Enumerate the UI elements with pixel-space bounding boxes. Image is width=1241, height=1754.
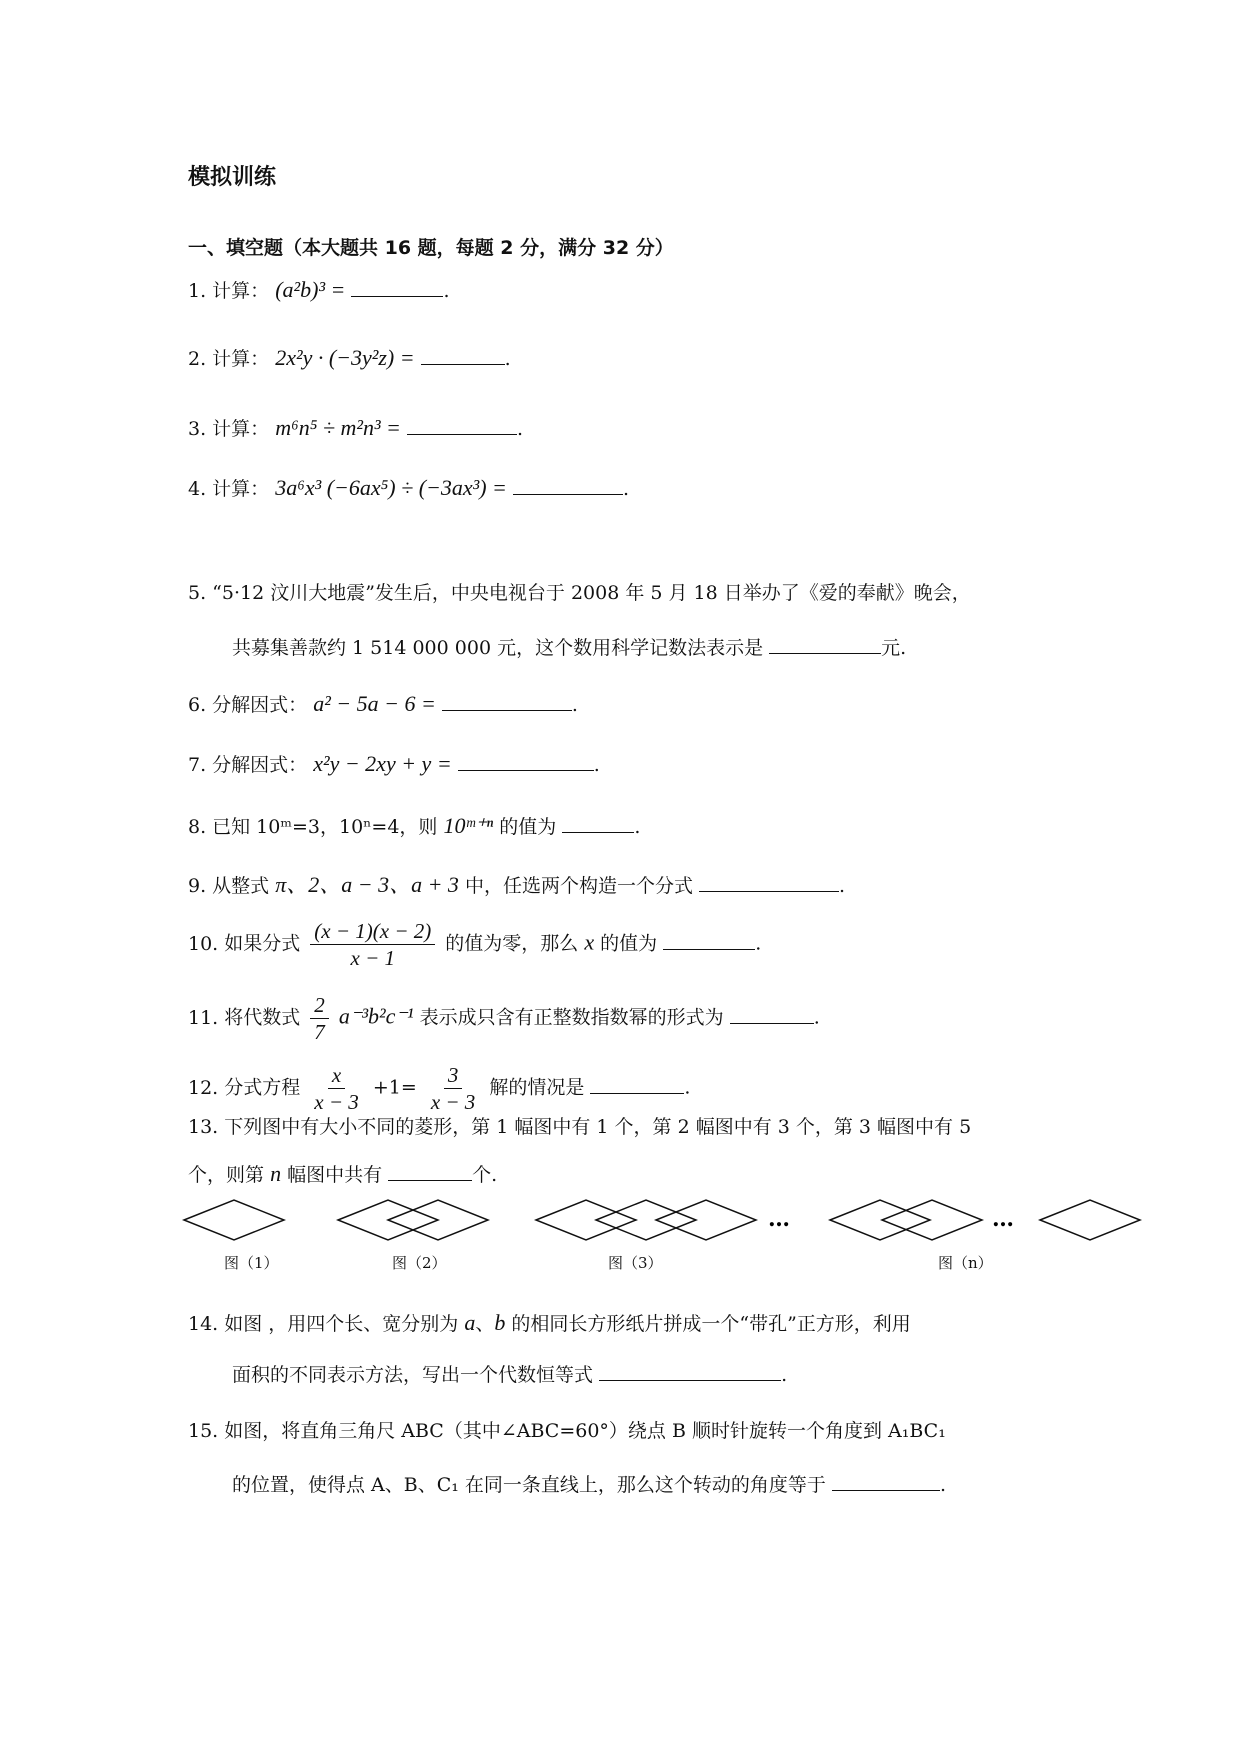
question-text: 计算： — [212, 348, 270, 370]
question-number: 7. — [188, 754, 207, 776]
answer-blank[interactable] — [730, 1003, 814, 1024]
question-15-line-1 — [188, 1418, 946, 1444]
answer-blank[interactable] — [421, 344, 505, 365]
question-text-2: 中，任选两个构造一个分式 — [464, 875, 693, 897]
fraction-numerator: 2 — [310, 992, 329, 1019]
fraction-denominator: 7 — [314, 1020, 325, 1044]
answer-blank[interactable] — [442, 690, 572, 711]
question-13-line-1 — [188, 1114, 971, 1140]
answer-blank[interactable] — [832, 1470, 940, 1491]
question-tail: . — [571, 694, 578, 716]
figure-label: 图（2） — [392, 1254, 447, 1272]
figure-ellipsis: … — [768, 1206, 790, 1232]
question-tail: . — [593, 754, 600, 776]
answer-blank[interactable] — [699, 871, 839, 892]
question-number: 5. — [188, 582, 207, 604]
fraction — [310, 1062, 363, 1115]
question-text: 计算： — [212, 280, 270, 302]
rhombus-shape — [536, 1200, 636, 1240]
question-14-line-1 — [188, 1310, 911, 1337]
fraction-numerator: 3 — [444, 1062, 463, 1089]
question-tail: . — [634, 816, 641, 838]
question-number: 13. — [188, 1116, 219, 1138]
question-text: 共募集善款约 1 514 000 000 元，这个数用科学记数法表示是 — [232, 637, 764, 659]
math-expression: (a²b)³ = — [275, 277, 346, 302]
question-tail: . — [839, 875, 846, 897]
question-text-2: 解的情况是 — [489, 1076, 585, 1099]
question-tail: 个. — [472, 1164, 498, 1186]
question-text: 如图，将直角三角尺 ABC（其中∠ABC=60°）绕点 B 顺时针旋转一个角度到 A₁BC₁ — [224, 1420, 946, 1442]
question-tail: . — [622, 478, 629, 500]
question-text: 分解因式： — [212, 694, 308, 716]
math-expression: a⁻³b²c⁻¹ — [338, 1003, 414, 1029]
question-text: 已知 10ᵐ=3，10ⁿ=4，则 — [212, 816, 438, 838]
math-expression: 3a⁶x³ (−6ax⁵) ÷ (−3ax³) = — [275, 475, 507, 500]
answer-blank[interactable] — [513, 474, 623, 495]
question-7 — [188, 750, 600, 778]
question-10 — [188, 918, 761, 971]
question-number: 12. — [188, 1076, 219, 1099]
question-5-line-2 — [232, 633, 906, 661]
math-expression: x²y − 2xy + y = — [313, 751, 452, 776]
fraction — [427, 1062, 480, 1115]
question-text: 如图 ，用四个长、宽分别为 — [224, 1313, 459, 1335]
answer-blank[interactable] — [663, 929, 755, 950]
question-tail: . — [781, 1364, 788, 1386]
question-number: 4. — [188, 478, 207, 500]
rhombus-shape — [184, 1200, 284, 1240]
math-expression: π、2、a − 3、a + 3 — [275, 872, 459, 897]
question-text-2: 的值为 — [499, 816, 557, 838]
question-text-2: 表示成只含有正整数指数幂的形式为 — [419, 1006, 724, 1029]
page-title: 模拟训练 — [188, 165, 277, 190]
question-text: 从整式 — [212, 875, 270, 897]
question-number: 11. — [188, 1006, 219, 1029]
question-text: 下列图中有大小不同的菱形，第 1 幅图中有 1 个，第 2 幅图中有 3 个，第 3 幅图中有 5 — [224, 1116, 972, 1138]
equation-middle: +1= — [372, 1076, 417, 1099]
question-number: 14. — [188, 1313, 219, 1335]
question-text-2: 的值为零，那么 — [445, 932, 579, 955]
rhombus-shape — [656, 1200, 756, 1240]
question-9 — [188, 871, 845, 899]
question-number: 10. — [188, 932, 219, 955]
answer-blank[interactable] — [388, 1160, 472, 1181]
answer-blank[interactable] — [590, 1073, 684, 1094]
math-expression: 10ᵐ⁺ⁿ — [443, 813, 494, 838]
figure-ellipsis: … — [992, 1206, 1014, 1232]
rhombus-shape — [596, 1200, 696, 1240]
fraction-numerator: (x − 1)(x − 2) — [310, 918, 435, 945]
question-5-line-1 — [188, 580, 971, 606]
fraction — [310, 918, 435, 971]
question-8 — [188, 812, 640, 840]
question-text-3: 的值为 — [600, 932, 658, 955]
fraction-denominator: x − 3 — [314, 1090, 359, 1114]
question-tail: . — [443, 280, 450, 302]
math-expression: a² − 5a − 6 = — [313, 691, 436, 716]
question-12 — [188, 1062, 690, 1115]
question-tail: . — [813, 1006, 820, 1029]
fraction-denominator: x − 3 — [430, 1090, 476, 1114]
fraction-numerator: x — [328, 1062, 345, 1089]
question-tail: . — [504, 348, 511, 370]
question-tail: . — [755, 932, 762, 955]
math-expression: m⁶n⁵ ÷ m²n³ = — [275, 415, 401, 440]
question-2 — [188, 344, 511, 372]
figure-label: 图（1） — [224, 1254, 279, 1272]
answer-blank[interactable] — [407, 414, 517, 435]
rhombus-shape — [1040, 1200, 1140, 1240]
question-text: 分式方程 — [224, 1076, 301, 1099]
question-text: 面积的不同表示方法，写出一个代数恒等式 — [232, 1364, 594, 1386]
question-tail: . — [939, 1474, 947, 1496]
question-number: 15. — [188, 1420, 219, 1442]
question-text-2: 的相同长方形纸片拼成一个“带孔”正方形，利用 — [511, 1313, 911, 1335]
answer-blank[interactable] — [599, 1360, 781, 1381]
variable-x: x — [584, 929, 595, 955]
question-text-2: 幅图中共有 — [287, 1164, 383, 1186]
question-text: 个，则第 — [188, 1164, 265, 1186]
question-number: 3. — [188, 418, 207, 440]
question-number: 8. — [188, 816, 207, 838]
question-text: 分解因式： — [212, 754, 308, 776]
question-number: 2. — [188, 348, 207, 370]
separator: 、 — [475, 1313, 495, 1335]
question-11 — [188, 992, 820, 1045]
question-13-line-2 — [188, 1160, 497, 1188]
answer-blank[interactable] — [562, 812, 634, 833]
question-text: 计算： — [212, 478, 270, 500]
question-14-line-2 — [232, 1360, 787, 1388]
question-text: “5·12 汶川大地震”发生后，中央电视台于 2008 年 5 月 18 日举办了《爱的奉献》晚会， — [212, 582, 971, 604]
variable-a: a — [464, 1310, 476, 1335]
fraction-denominator: x − 1 — [350, 946, 396, 970]
question-number: 9. — [188, 875, 207, 897]
rhombus-figures — [180, 1198, 1160, 1250]
question-text: 将代数式 — [224, 1006, 301, 1029]
variable-n: n — [270, 1161, 282, 1186]
figure-label: 图（3） — [608, 1254, 663, 1272]
fraction — [310, 992, 329, 1045]
section-heading: 一、填空题（本大题共 16 题，每题 2 分，满分 32 分） — [188, 237, 674, 259]
math-expression: 2x²y · (−3y²z) = — [275, 345, 415, 370]
question-6 — [188, 690, 578, 718]
question-text: 如果分式 — [224, 932, 301, 955]
question-3 — [188, 414, 523, 442]
question-text: 的位置，使得点 A、B、C₁ 在同一条直线上，那么这个转动的角度等于 — [232, 1474, 826, 1496]
question-tail: . — [684, 1076, 691, 1099]
answer-blank[interactable] — [351, 276, 443, 297]
question-tail: 元. — [881, 637, 907, 659]
question-number: 6. — [188, 694, 207, 716]
question-tail: . — [516, 418, 523, 440]
answer-blank[interactable] — [769, 633, 881, 654]
question-15-line-2 — [232, 1470, 946, 1498]
figure-label: 图（n） — [938, 1254, 993, 1272]
question-number: 1. — [188, 280, 207, 302]
question-text: 计算： — [212, 418, 270, 440]
question-4 — [188, 474, 629, 502]
variable-b: b — [494, 1310, 506, 1335]
question-1 — [188, 276, 450, 304]
answer-blank[interactable] — [458, 750, 594, 771]
